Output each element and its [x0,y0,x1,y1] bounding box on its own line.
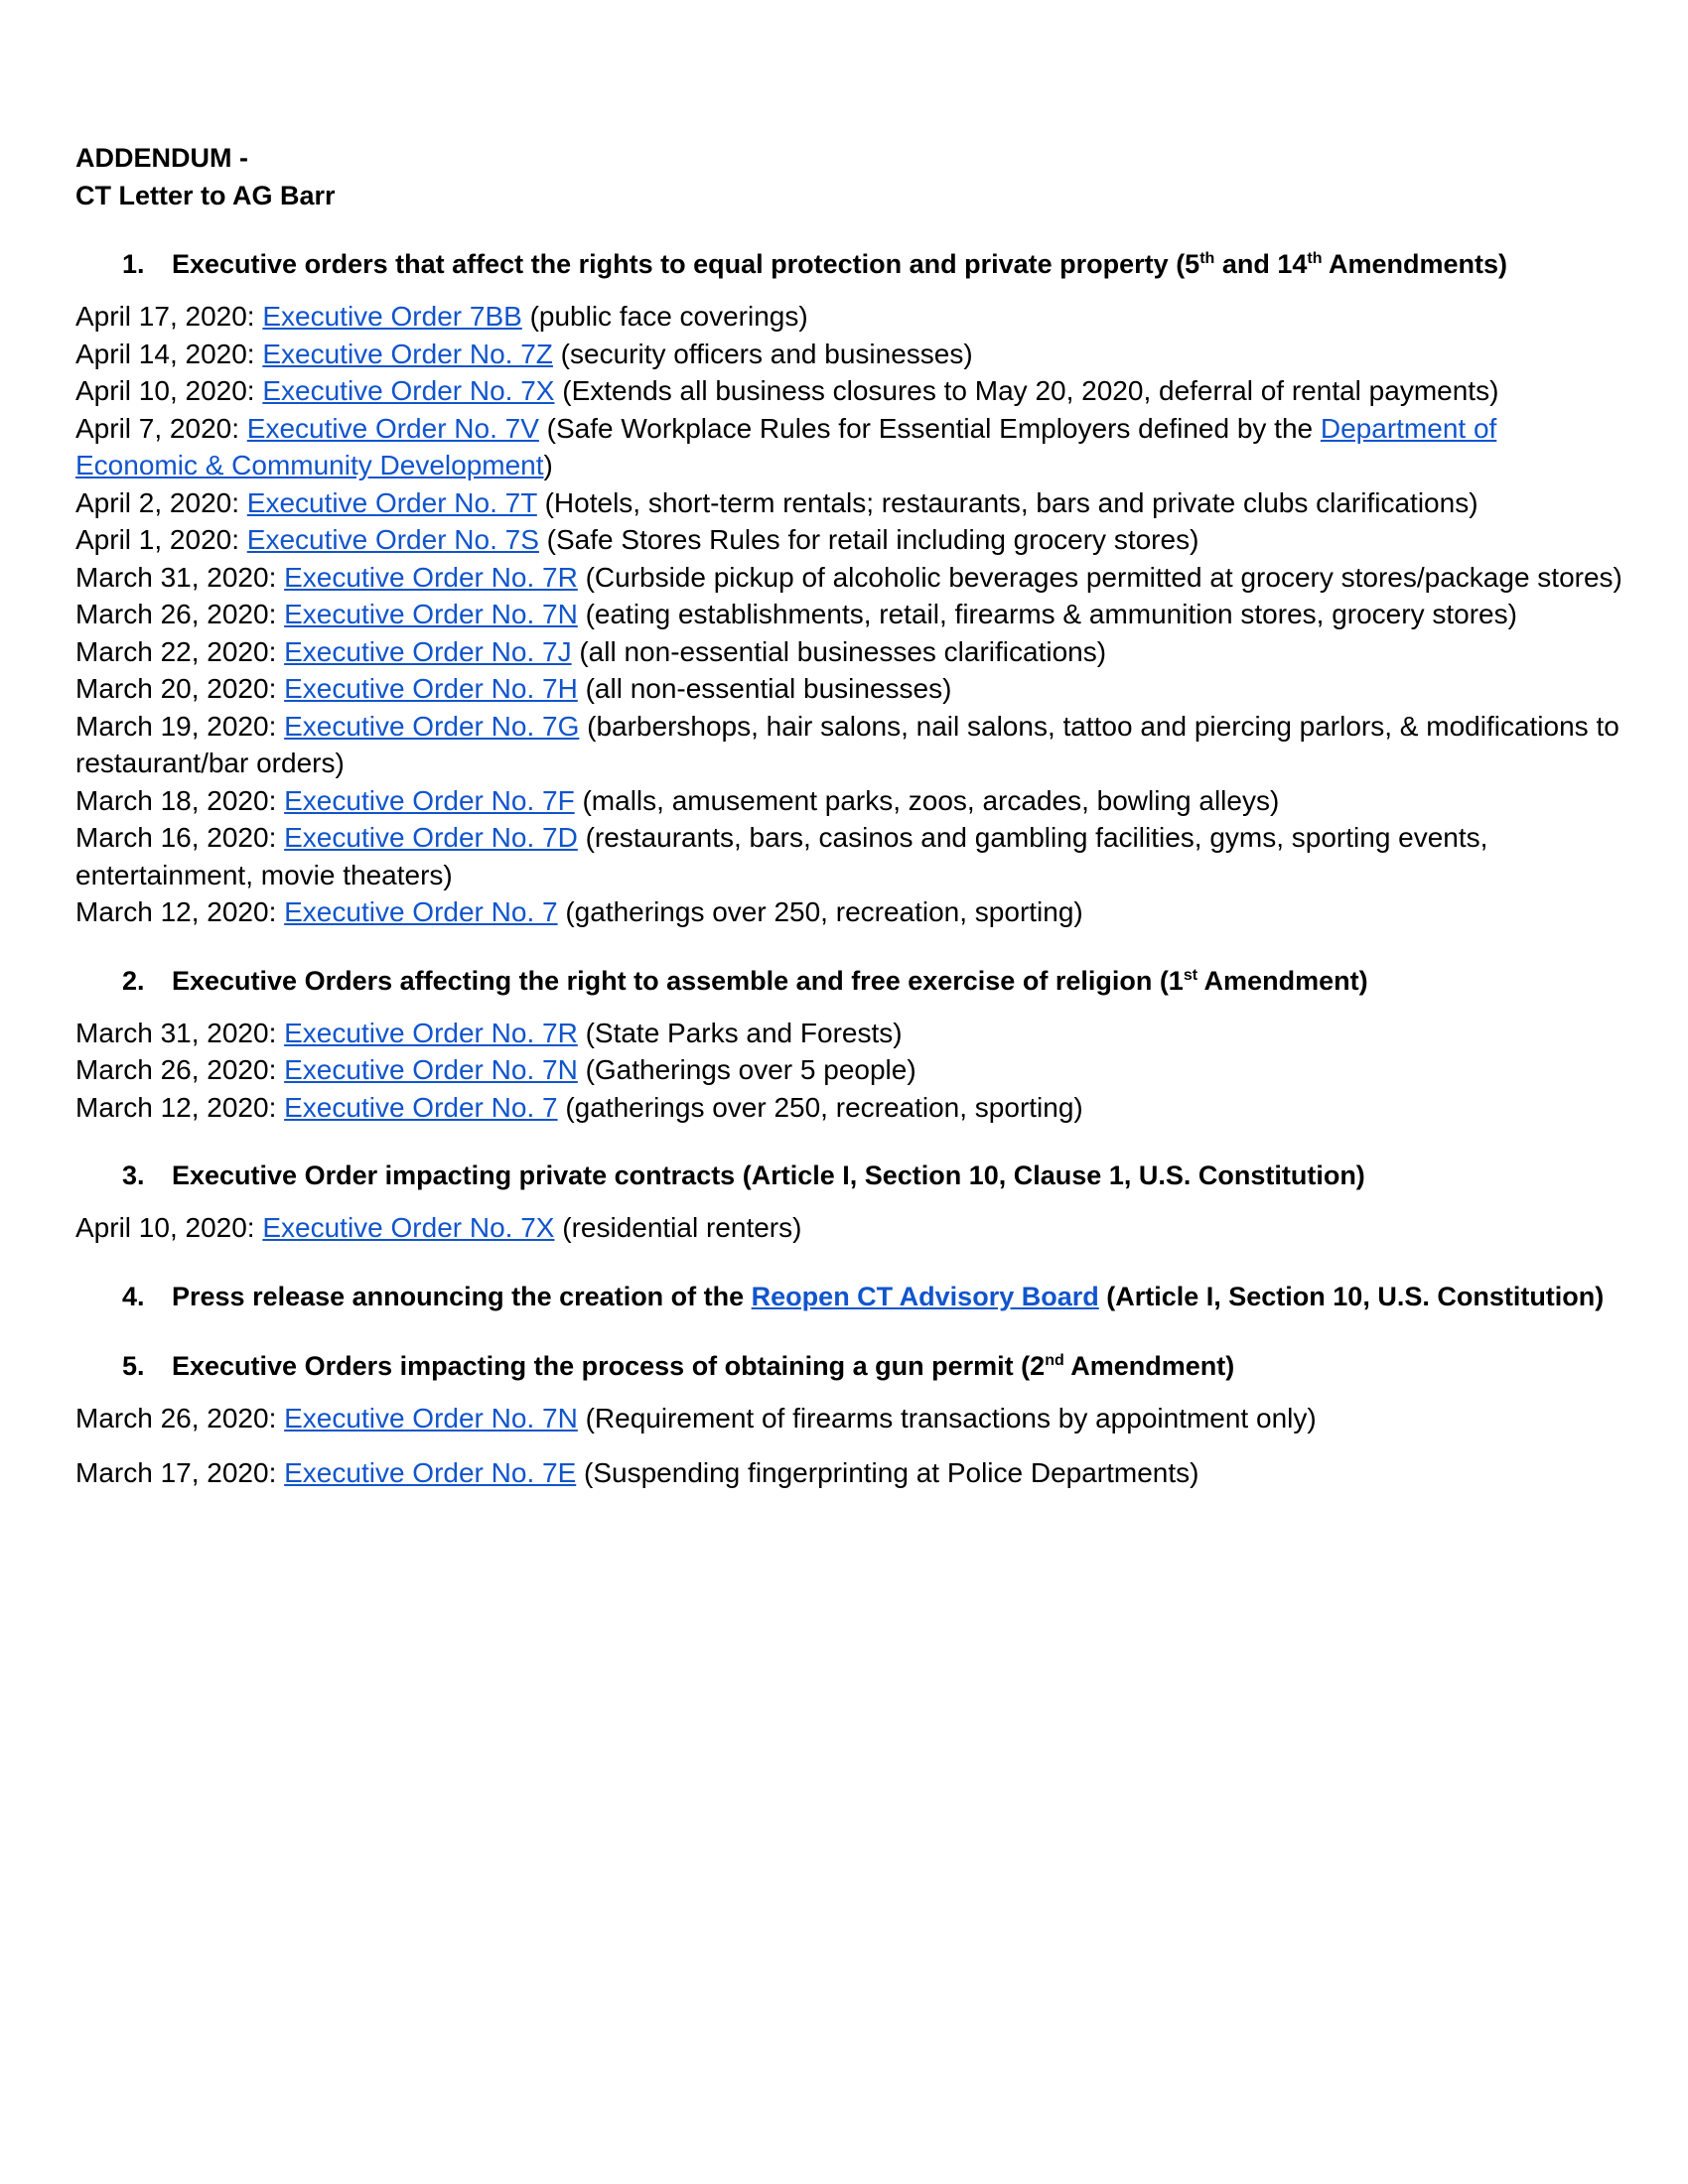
entry-description: (eating establishments, retail, firearms & ammunition stores, grocery stores) [577,599,1517,629]
executive-order-link[interactable]: Executive Order No. 7R [284,1017,578,1048]
entry-description: (restaurants, bars, casinos and gambling facilities, gyms, sporting events, entertainment, movie theaters) [75,822,1488,890]
entry-date: March 22, 2020: [75,635,285,667]
executive-order-link[interactable]: Executive Order No. 7 [284,896,558,927]
section-3-entries [75,1209,1624,1247]
entry-date: March 20, 2020: [75,673,285,704]
entry-date: April 10, 2020: [75,375,263,406]
order-entry [75,1400,1624,1437]
section-5-heading [75,1346,1624,1386]
entry-description: (Gatherings over 5 people) [577,1054,916,1085]
entry-description: (Requirement of firearms transactions by appointment only) [577,1402,1317,1433]
entry-description: (residential renters) [554,1212,802,1243]
entry-date: March 31, 2020: [75,1017,285,1048]
section-heading-text: Press release announcing the creation of the [172,1281,752,1311]
order-entry [75,1015,1624,1052]
entry-description: (barbershops, hair salons, nail salons, tattoo and piercing parlors, & modifications to restaurant/bar orders) [75,710,1619,778]
executive-order-link[interactable]: Executive Order No. 7X [262,1212,555,1243]
entry-date: March 18, 2020: [75,784,285,816]
entry-description: (gatherings over 250, recreation, sporting) [557,1091,1083,1123]
section-number: 2. [122,965,145,996]
executive-order-link[interactable]: Executive Order No. 7E [284,1457,577,1488]
entry-date: April 10, 2020: [75,1212,263,1243]
executive-order-link[interactable]: Executive Order No. 7J [284,635,572,667]
order-entry [75,410,1624,484]
order-entry [75,559,1624,597]
document-body [75,139,1624,1492]
order-entry [75,893,1624,931]
section-number: 3. [122,1160,145,1190]
section-number: 5. [122,1350,145,1381]
entry-description: (gatherings over 250, recreation, sporting) [557,896,1083,927]
section-heading-text: (Article I, Section 10, U.S. Constitution) [1098,1281,1605,1311]
decd-link[interactable]: Department of Economic & Community Development [75,412,1497,480]
section-4-heading [75,1277,1624,1316]
entry-description: (public face coverings) [521,301,808,332]
section-heading-text: Amendment) [1197,965,1368,996]
order-entry [75,670,1624,708]
section-2-entries [75,1015,1624,1127]
letter-subtitle: CT Letter to AG Barr [75,181,336,210]
executive-order-link[interactable]: Executive Order No. 7Z [262,338,553,369]
section-number: 1. [122,249,145,279]
superscript: nd [1045,1351,1064,1369]
addendum-title: ADDENDUM - [75,143,248,173]
executive-order-link[interactable]: Executive Order No. 7S [246,524,539,555]
entry-date: March 19, 2020: [75,710,285,742]
order-entry [75,298,1624,336]
entry-date: April 17, 2020: [75,301,263,332]
entry-description: ) [543,450,553,480]
section-heading-text: Amendments) [1322,249,1507,279]
reopen-ct-advisory-board-link[interactable]: Reopen CT Advisory Board [751,1281,1099,1311]
entry-date: April 7, 2020: [75,412,247,444]
executive-order-link[interactable]: Executive Order No. 7N [284,599,578,629]
superscript: th [1307,250,1323,267]
order-entry [75,596,1624,633]
order-entry [75,336,1624,373]
entry-description: (Safe Stores Rules for retail including grocery stores) [538,524,1199,555]
section-3-heading [75,1156,1624,1195]
entry-description: (malls, amusement parks, zoos, arcades, bowling alleys) [574,784,1280,816]
order-entry [75,1051,1624,1089]
executive-order-link[interactable]: Executive Order 7BB [262,301,522,332]
section-heading-text: and 14 [1214,249,1308,279]
entry-date: March 17, 2020: [75,1457,285,1488]
order-entry [75,633,1624,671]
entry-date: March 26, 2020: [75,599,285,629]
entry-date: March 12, 2020: [75,896,285,927]
executive-order-link[interactable]: Executive Order No. 7 [284,1091,558,1123]
entry-date: April 14, 2020: [75,338,263,369]
executive-order-link[interactable]: Executive Order No. 7R [284,561,578,593]
entry-date: April 2, 2020: [75,486,247,518]
entry-description: (all non-essential businesses) [577,673,952,704]
order-entry [75,484,1624,522]
order-entry [75,782,1624,820]
order-entry [75,1209,1624,1247]
section-heading-text: Executive Orders affecting the right to assemble and free exercise of religion (1 [172,965,1184,996]
order-entry [75,708,1624,782]
order-entry [75,372,1624,410]
section-5-entries [75,1400,1624,1492]
order-entry [75,1454,1624,1492]
order-entry [75,819,1624,893]
superscript: th [1199,250,1215,267]
executive-order-link[interactable]: Executive Order No. 7X [262,375,555,406]
section-heading-text: Executive Order impacting private contracts (Article I, Section 10, Clause 1, U.S. Constitution) [172,1160,1365,1190]
entry-date: March 12, 2020: [75,1091,285,1123]
entry-description: (Extends all business closures to May 20, 2020, deferral of rental payments) [554,375,1499,406]
section-heading-text: Executive Orders impacting the process of obtaining a gun permit (2 [172,1350,1046,1381]
executive-order-link[interactable]: Executive Order No. 7D [284,822,578,853]
entry-date: April 1, 2020: [75,524,247,555]
executive-order-link[interactable]: Executive Order No. 7T [246,486,537,518]
executive-order-link[interactable]: Executive Order No. 7G [284,710,580,742]
entry-description: (Suspending fingerprinting at Police Departments) [576,1457,1199,1488]
order-entry [75,1089,1624,1127]
entry-date: March 26, 2020: [75,1402,285,1433]
section-heading-text: Executive orders that affect the rights to equal protection and private property (5 [172,249,1200,279]
section-1-heading [75,244,1624,284]
section-2-heading [75,961,1624,1001]
order-entry [75,521,1624,559]
entry-description: (Hotels, short-term rentals; restaurants, bars and private clubs clarifications) [536,486,1478,518]
executive-order-link[interactable]: Executive Order No. 7F [284,784,575,816]
entry-date: March 16, 2020: [75,822,285,853]
executive-order-link[interactable]: Executive Order No. 7N [284,1054,578,1085]
entry-description: (State Parks and Forests) [577,1017,903,1048]
entry-date: March 31, 2020: [75,561,285,593]
executive-order-link[interactable]: Executive Order No. 7V [246,412,539,444]
entry-description: (all non-essential businesses clarifications) [571,635,1107,667]
superscript: st [1183,966,1198,984]
entry-description: (Curbside pickup of alcoholic beverages permitted at grocery stores/package stores) [577,561,1622,593]
section-1-entries [75,298,1624,931]
entry-date: March 26, 2020: [75,1054,285,1085]
section-number: 4. [122,1281,145,1311]
executive-order-link[interactable]: Executive Order No. 7H [284,673,578,704]
section-heading-text: Amendment) [1063,1350,1235,1381]
entry-description: (Safe Workplace Rules for Essential Employers defined by the [538,412,1321,444]
entry-description: (security officers and businesses) [552,338,973,369]
executive-order-link[interactable]: Executive Order No. 7N [284,1402,578,1433]
